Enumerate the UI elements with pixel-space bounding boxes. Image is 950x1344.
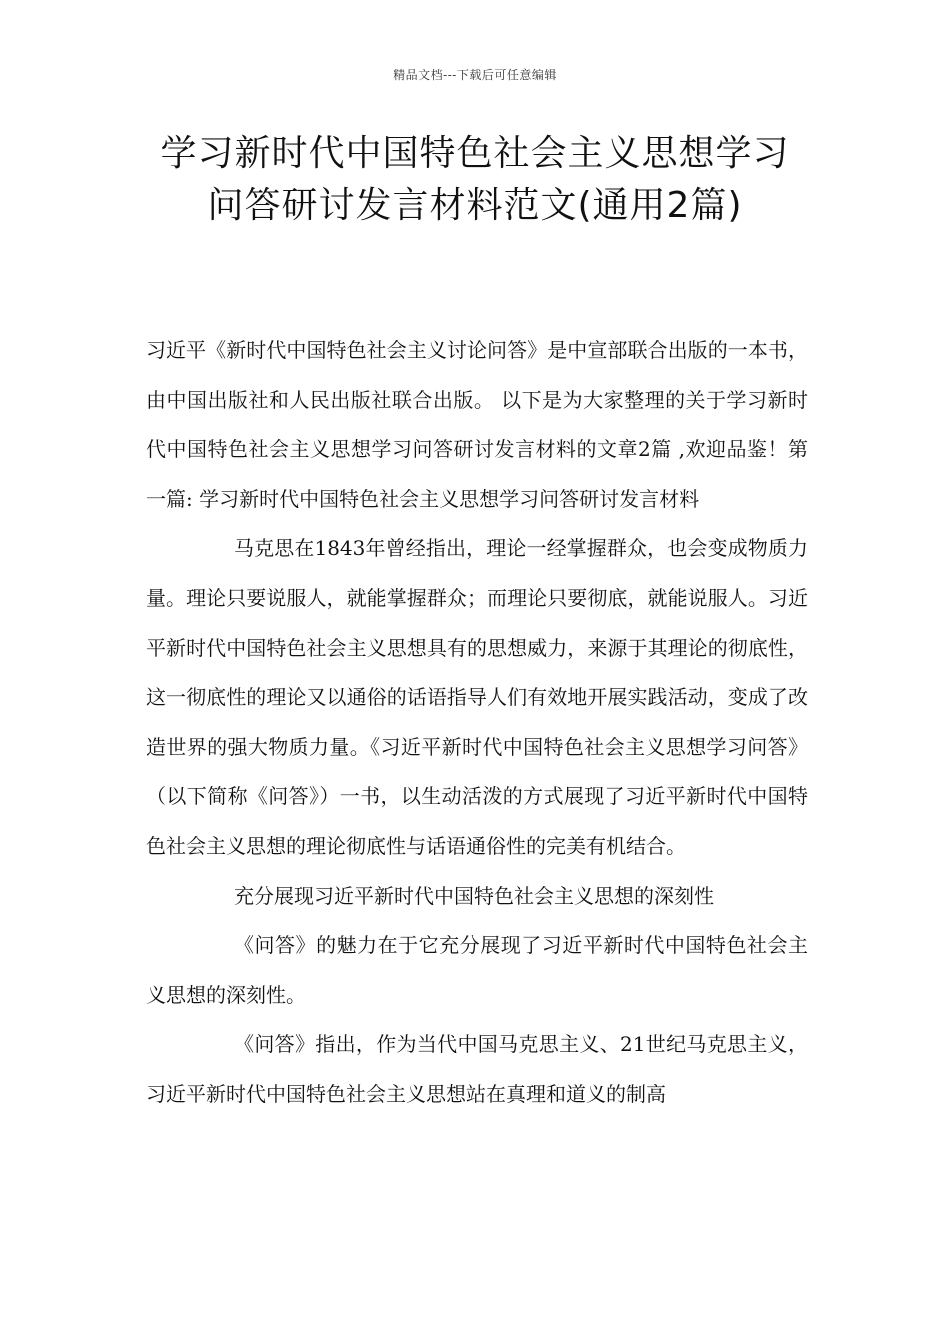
- header-note: 精品文档---下载后可任意编辑: [393, 68, 557, 82]
- title-line-1: 学习新时代中国特色社会主义思想学习: [160, 133, 790, 174]
- document-title: [100, 128, 850, 232]
- body-paragraph: 马克思在1843年曾经指出，理论一经掌握群众，也会变成物质力量。理论只要说服人，就能掌握群众；而理论只要彻底，就能说服人。习近平新时代中国特色社会主义思想具有的思想威力，来源于其理论的彻底性，这一彻底性的理论又以通俗的话语指导人们有效地开展实践活动，变成了改造世界的强大物质力量。《习近平新时代中国特色社会主义思想学习问答》（以下简称《问答》）一书，以生动活泼的方式展现了习近平新时代中国特色社会主义思想的理论彻底性与话语通俗性的完美有机结合。: [146, 536, 808, 858]
- section-heading: 充分展现习近平新时代中国特色社会主义思想的深刻性: [234, 883, 714, 908]
- document-body: [146, 326, 808, 1120]
- body-paragraph: 《问答》指出，作为当代中国马克思主义、21世纪马克思主义，习近平新时代中国特色社会主义思想站在真理和道义的制高: [146, 1032, 808, 1106]
- title-line-2: 问答研讨发言材料范文(通用2篇): [207, 185, 743, 226]
- body-paragraph: 《问答》的魅力在于它充分展现了习近平新时代中国特色社会主义思想的深刻性。: [146, 933, 808, 1007]
- intro-paragraph: 习近平《新时代中国特色社会主义讨论问答》是中宣部联合出版的一本书，由中国出版社和人民出版社联合出版。 以下是为大家整理的关于学习新时代中国特色社会主义思想学习问答研讨发言材料的文章2篇 ,欢迎品鉴！第一篇: 学习新时代中国特色社会主义思想学习问答研讨发言材料: [146, 338, 808, 511]
